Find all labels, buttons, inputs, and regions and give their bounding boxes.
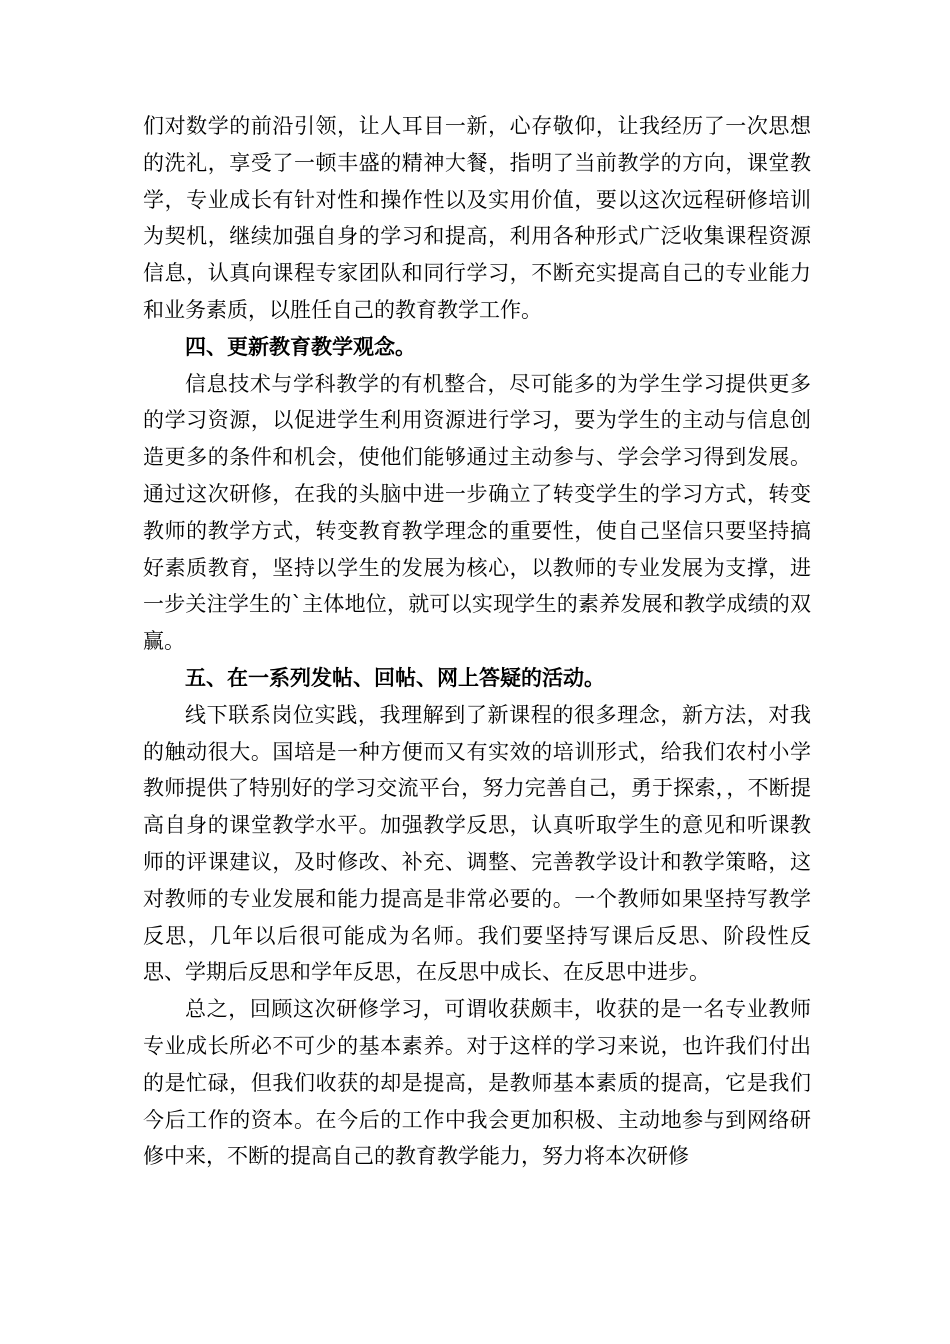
paragraph-summary: 总之，回顾这次研修学习，可谓收获颇丰，收获的是一名专业教师专业成长所必不可少的基本素养。对于这样的学习来说，也许我们付出的是忙碌，但我们收获的却是提高，是教师基本素质的提高，它是我们今后工作的资本。在今后的工作中我会更加积极、主动地参与到网络研修中来，不断的提高自己的教育教学能力，努力将本次研修 [143, 997, 811, 1169]
section-heading-5: 五、在一系列发帖、回帖、网上答疑的活动。 [185, 665, 605, 690]
document-page [143, 108, 811, 1175]
section-heading-4: 四、更新教育教学观念。 [185, 334, 416, 359]
paragraph-section-4: 信息技术与学科教学的有机整合，尽可能多的为学生学习提供更多的学习资源，以促进学生利用资源进行学习，要为学生的主动与信息创造更多的条件和机会，使他们能够通过主动参与、学会学习得到发展。通过这次研修，在我的头脑中进一步确立了转变学生的学习方式，转变教师的教学方式，转变教育教学理念的重要性，使自己坚信只要坚持搞好素质教育，坚持以学生的发展为核心，以教师的专业发展为支撑，进一步关注学生的`主体地位，就可以实现学生的素养发展和教学成绩的双赢。 [143, 371, 811, 654]
paragraph-continued: 们对数学的前沿引领，让人耳目一新，心存敬仰，让我经历了一次思想的洗礼，享受了一顿丰盛的精神大餐，指明了当前教学的方向，课堂教学，专业成长有针对性和操作性以及实用价值，要以这次远程研修培训为契机，继续加强自身的学习和提高，利用各种形式广泛收集课程资源信息，认真向课程专家团队和同行学习，不断充实提高自己的专业能力和业务素质，以胜任自己的教育教学工作。 [143, 114, 811, 322]
paragraph-section-5: 线下联系岗位实践，我理解到了新课程的很多理念，新方法，对我的触动很大。国培是一种方便而又有实效的培训形式，给我们农村小学教师提供了特别好的学习交流平台，努力完善自己，勇于探索，，不断提高自身的课堂教学水平。加强教学反思，认真听取学生的意见和听课教师的评课建议，及时修改、补充、调整、完善教学设计和教学策略，这对教师的专业发展和能力提高是非常必要的。一个教师如果坚持写教学反思，几年以后很可能成为名师。我们要坚持写课后反思、阶段性反思、学期后反思和学年反思，在反思中成长、在反思中进步。 [143, 702, 811, 985]
